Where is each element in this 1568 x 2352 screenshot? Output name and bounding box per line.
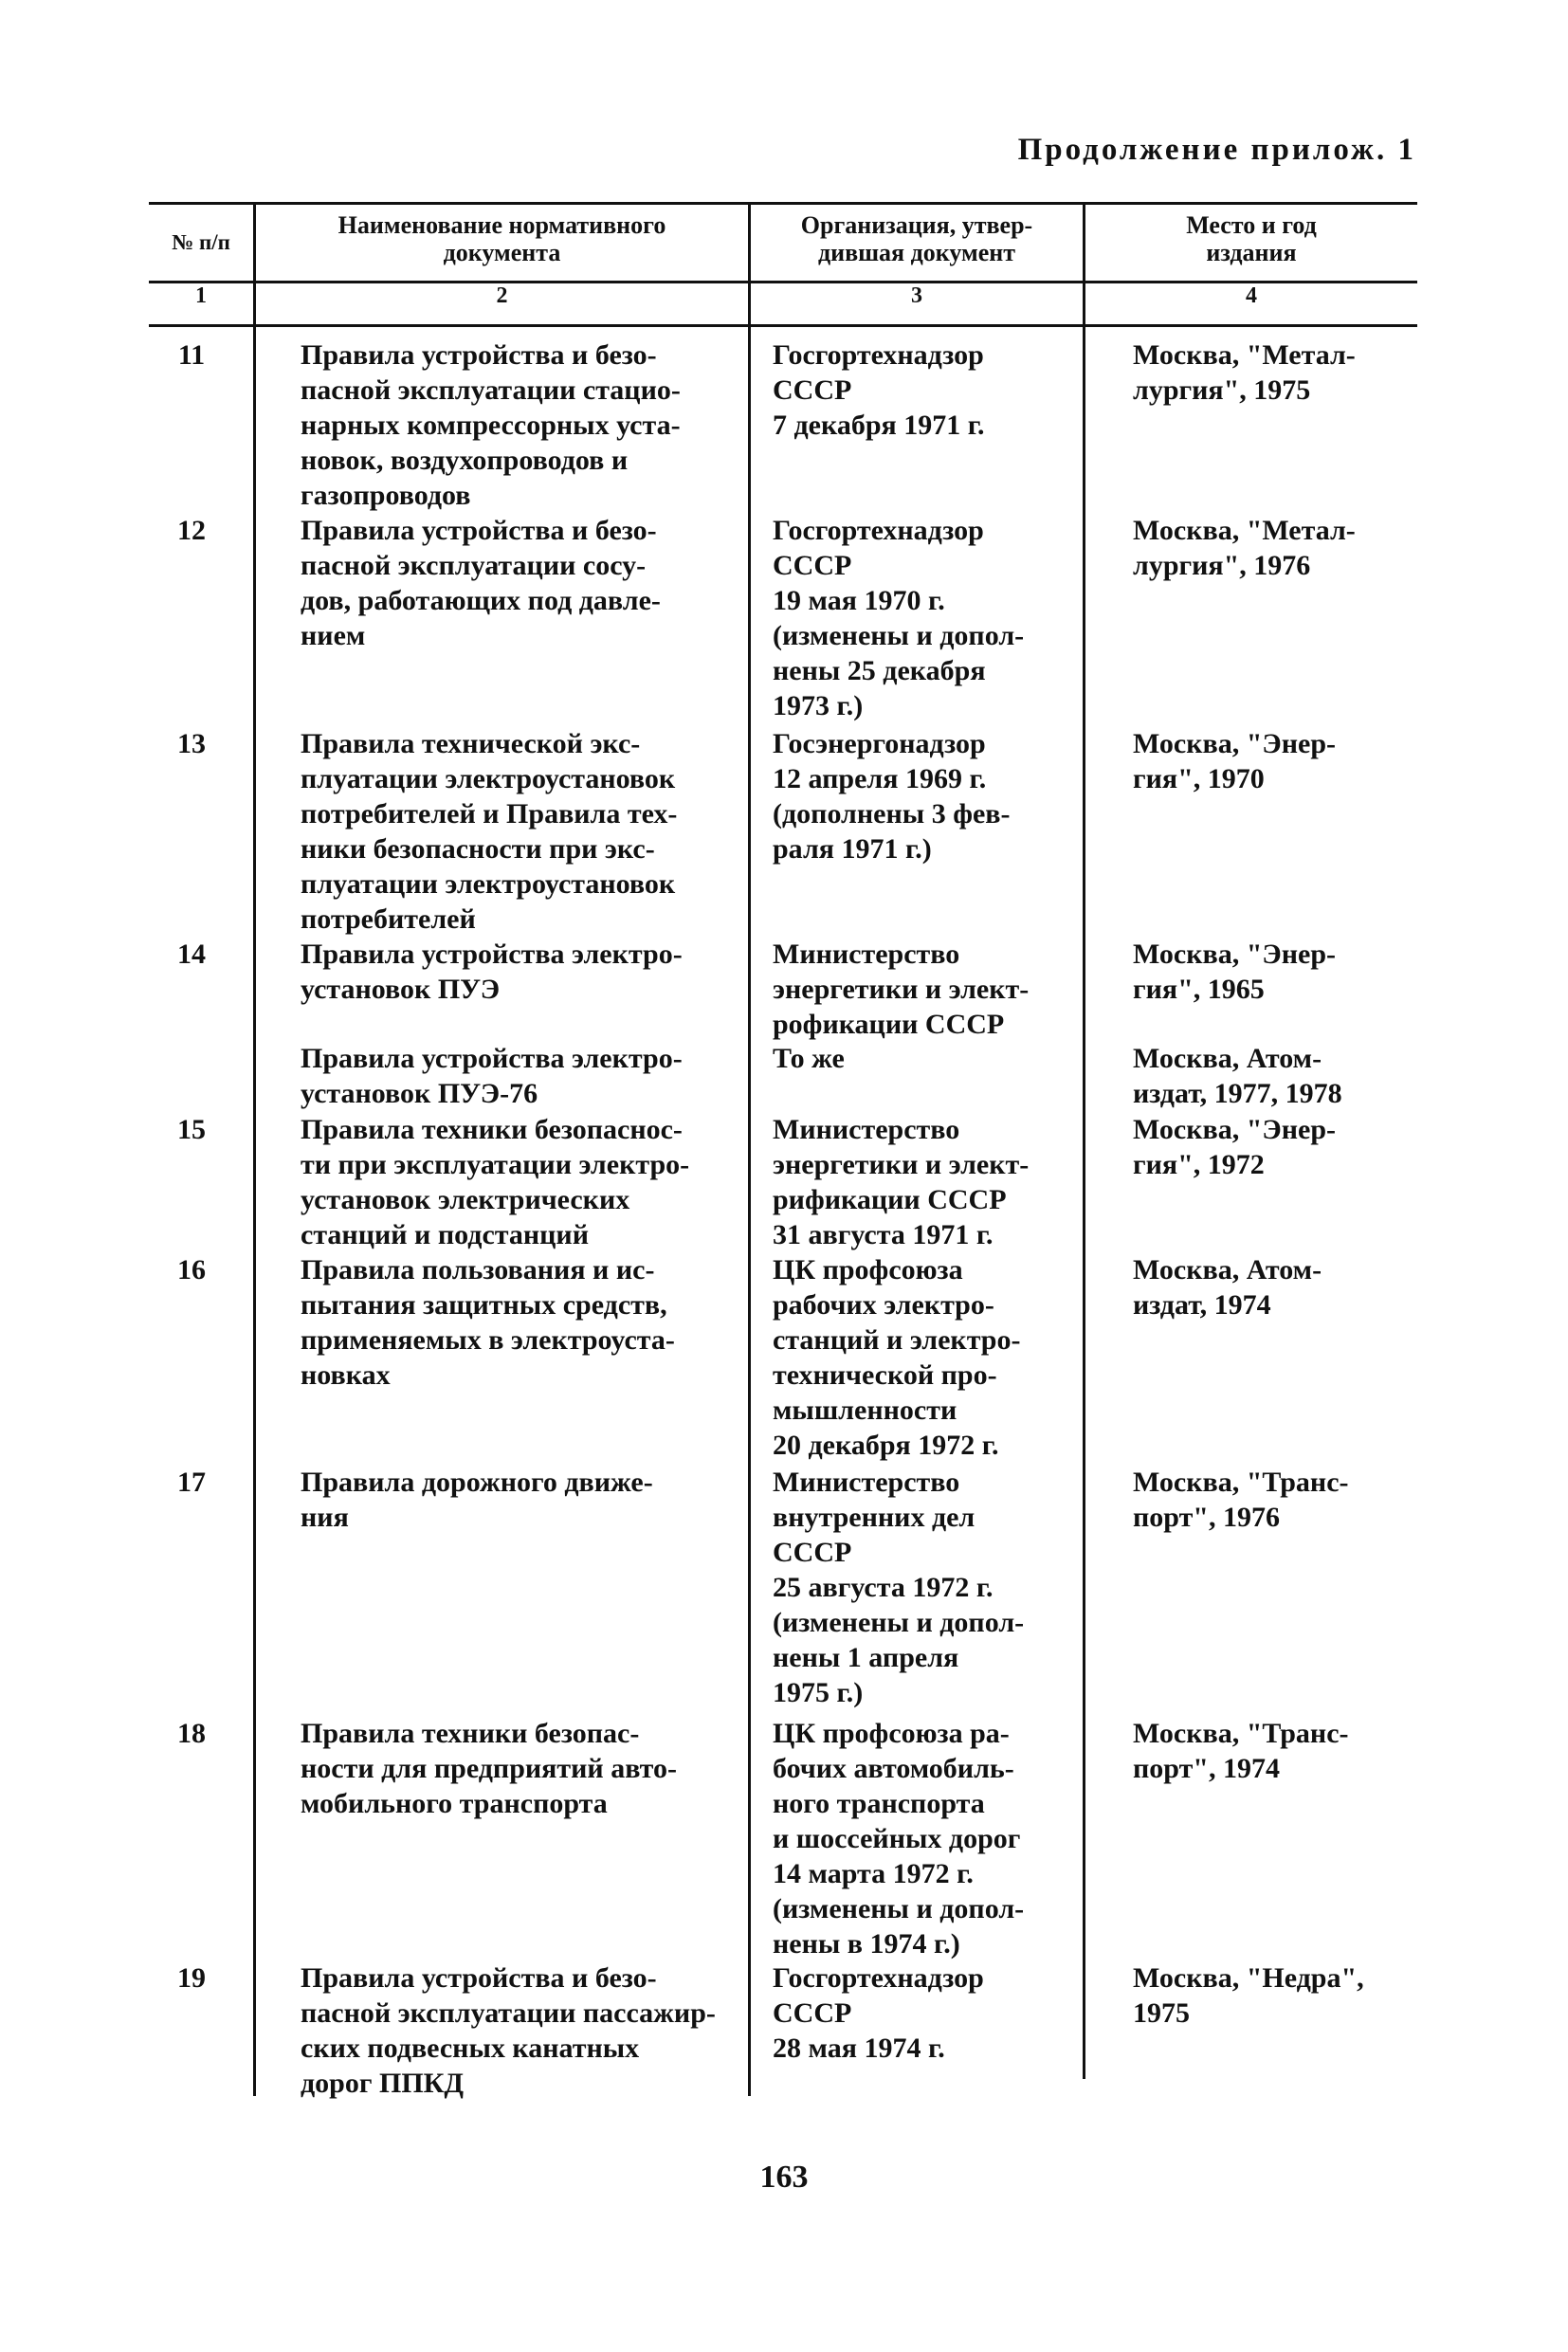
row-number: 12 — [177, 515, 206, 546]
approving-organization: ЦК профсоюза рабочих электро- станций и электро- технической про- мышленности 20 декабря 1972 г. — [773, 1254, 1021, 1461]
document-name: Правила устройства и безо- пасной эксплуатации стацио- нарных компрессорных уста- новок, воздухопроводов и газопроводов — [301, 339, 681, 511]
row-number: 15 — [177, 1114, 206, 1145]
table-column-number-rule — [149, 324, 1417, 327]
publication-place-year: Москва, "Транс- порт", 1974 — [1133, 1718, 1349, 1784]
approving-organization: ЦК профсоюза ра- бочих автомобиль- ного транспорта и шоссейных дорог 14 марта 1972 г. (изменены и допол- нены в 1974 г.) — [773, 1718, 1025, 1960]
row-number: 13 — [177, 728, 206, 759]
row-number: 18 — [177, 1718, 206, 1749]
publication-place-year: Москва, "Энер- гия", 1972 — [1133, 1114, 1336, 1180]
header-number: № п/п — [172, 230, 230, 254]
table-top-rule — [149, 202, 1417, 205]
column-number-1: 1 — [195, 283, 207, 308]
column-divider-2 — [748, 202, 751, 2096]
approving-organization: Госгортехнадзор СССР 28 мая 1974 г. — [773, 1962, 984, 2064]
approving-organization: Министерство энергетики и элект- рофикации СССР — [773, 939, 1030, 1040]
document-name: Правила устройства электро- установок ПУЭ-76 — [301, 1043, 683, 1109]
row-number: 19 — [177, 1962, 206, 1994]
column-number-2: 2 — [496, 283, 508, 308]
publication-place-year: Москва, "Метал- лургия", 1976 — [1133, 515, 1356, 581]
document-name: Правила устройства и безо- пасной эксплуатации сосу- дов, работающих под давле- нием — [301, 515, 661, 651]
document-name: Правила техники безопас- ности для предприятий авто- мобильного транспорта — [301, 1718, 678, 1819]
row-number: 11 — [177, 339, 206, 371]
document-name: Правила устройства и безо- пасной эксплуатации пассажир- ских подвесных канатных дорог ППКД — [301, 1962, 716, 2099]
publication-place-year: Москва, "Метал- лургия", 1975 — [1133, 339, 1356, 406]
publication-place-year: Москва, "Недра", 1975 — [1133, 1962, 1364, 2029]
document-name: Правила пользования и ис- пытания защитных средств, применяемых в электроуста- новках — [301, 1254, 675, 1391]
page-number: 163 — [759, 2160, 809, 2195]
approving-organization: Министерство энергетики и элект- рификации СССР 31 августа 1971 г. — [773, 1114, 1030, 1250]
approving-organization: Министерство внутренних дел СССР 25 августа 1972 г. (изменены и допол- нены 1 апреля 1975 г.) — [773, 1467, 1025, 1708]
publication-place-year: Москва, "Транс- порт", 1976 — [1133, 1467, 1349, 1533]
publication-place-year: Москва, Атом- издат, 1977, 1978 — [1133, 1043, 1342, 1109]
publication-place-year: Москва, "Энер- гия", 1970 — [1133, 728, 1336, 794]
row-number: 17 — [177, 1467, 206, 1498]
document-name: Правила технической экс- плуатации электроустановок потребителей и Правила тех- ники безопасности при экс- плуатации электроустановок потребителей — [301, 728, 678, 935]
publication-place-year: Москва, "Энер- гия", 1965 — [1133, 939, 1336, 1005]
row-number: 14 — [177, 939, 206, 970]
continuation-label: Продолжение прилож. 1 — [1017, 133, 1416, 167]
header-organization: Организация, утвер- дившая документ — [800, 211, 1033, 266]
approving-organization: Госэнергонадзор 12 апреля 1969 г. (дополнены 3 фев- раля 1971 г.) — [773, 728, 1011, 865]
header-document-name: Наименование нормативного документа — [337, 211, 666, 266]
approving-organization: Госгортехнадзор СССР 7 декабря 1971 г. — [773, 339, 985, 441]
column-number-3: 3 — [911, 283, 922, 308]
row-number: 16 — [177, 1254, 206, 1285]
column-number-4: 4 — [1246, 283, 1257, 308]
document-name: Правила техники безопаснос- ти при эксплуатации электро- установок электрических станций и подстанций — [301, 1114, 690, 1250]
document-name: Правила дорожного движе- ния — [301, 1467, 653, 1533]
document-name: Правила устройства электро- установок ПУЭ — [301, 939, 683, 1005]
approving-organization: Госгортехнадзор СССР 19 мая 1970 г. (изменены и допол- нены 25 декабря 1973 г.) — [773, 515, 1025, 721]
publication-place-year: Москва, Атом- издат, 1974 — [1133, 1254, 1322, 1321]
column-divider-1 — [253, 202, 256, 2096]
header-place-year: Место и год издания — [1186, 211, 1317, 266]
approving-organization: То же — [773, 1043, 845, 1074]
